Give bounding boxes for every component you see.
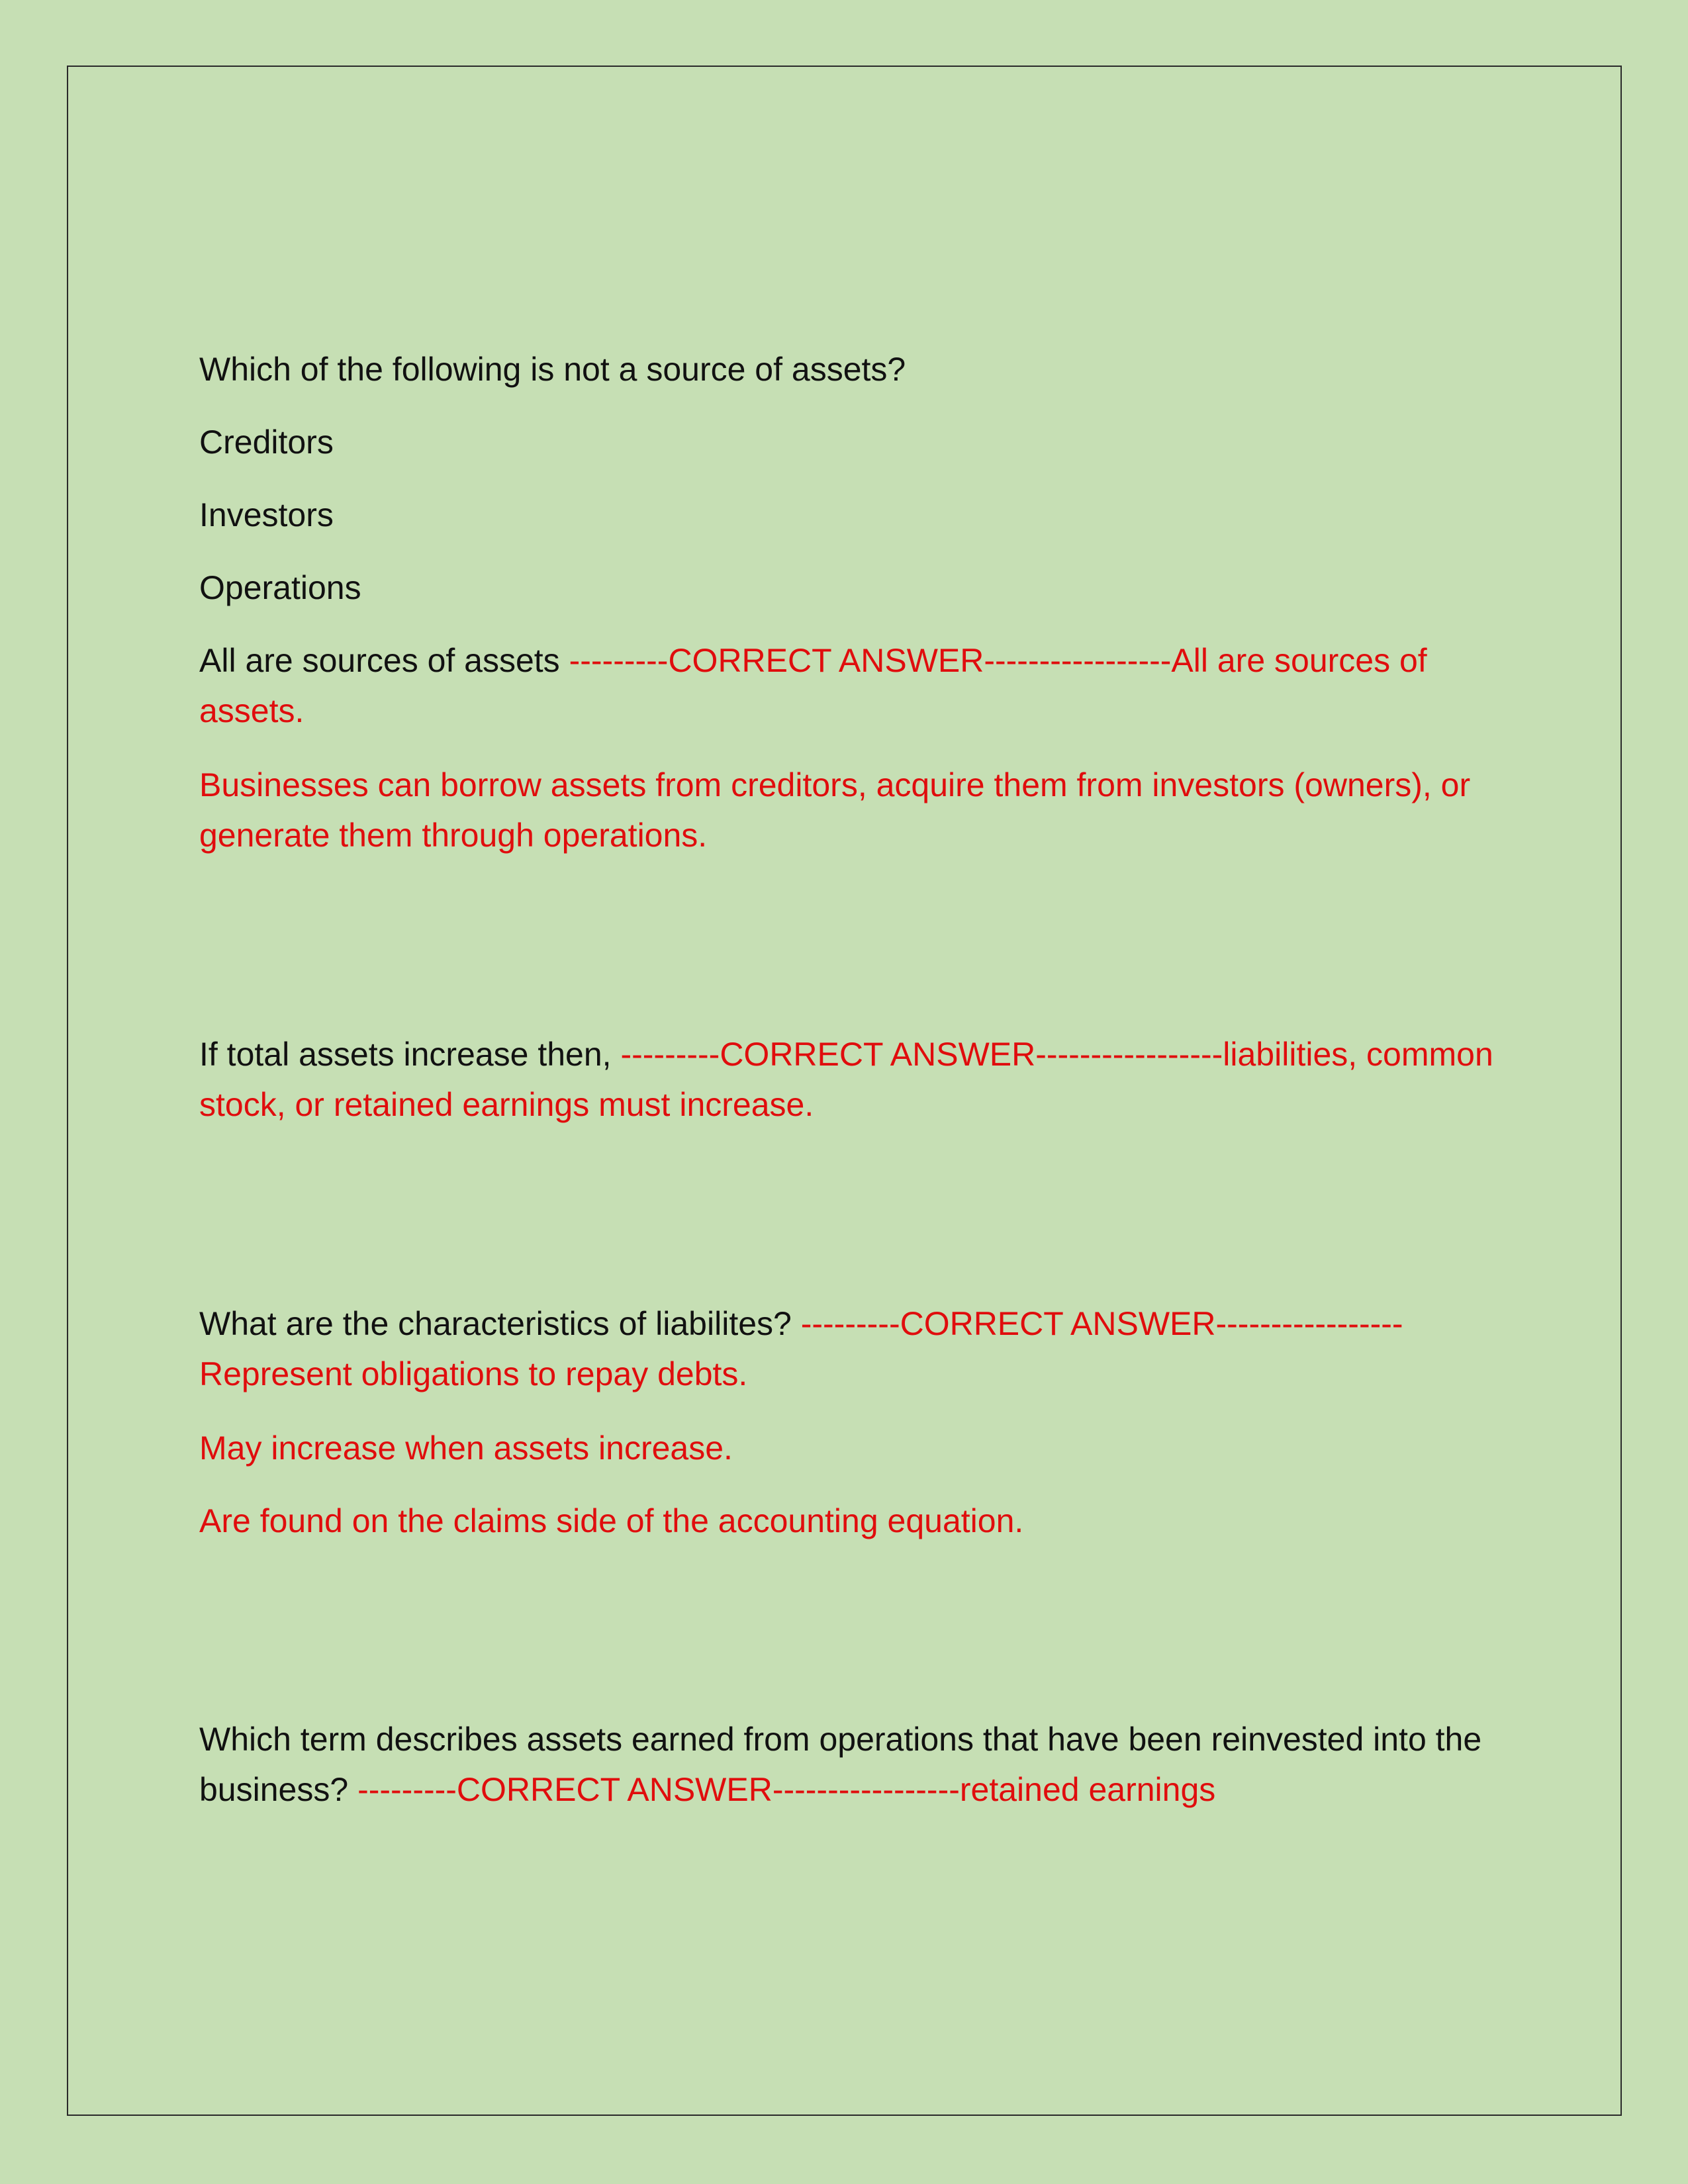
question-4-answer: ---------CORRECT ANSWER-----------------retained earnings: [357, 1771, 1216, 1808]
question-1-option-b: [199, 490, 1497, 540]
option-investors: Investors: [199, 496, 334, 533]
option-creditors: Creditors: [199, 424, 334, 461]
option-operations: Operations: [199, 569, 361, 606]
question-3-point-1-text: May increase when assets increase.: [199, 1430, 733, 1467]
question-4-prompt: Which term describes assets earned from operations that have been reinvested into the business?: [199, 1721, 1482, 1808]
question-3-answer: ---------CORRECT ANSWER----------------- Represent obligations to repay debts.: [199, 1305, 1403, 1392]
question-1-prompt: Which of the following is not a source of assets?: [199, 351, 906, 388]
question-1-text: [199, 344, 1497, 394]
question-3-point-2: [199, 1496, 1497, 1546]
question-1-option-a: [199, 417, 1497, 467]
question-3-prompt: What are the characteristics of liabilites?: [199, 1305, 792, 1342]
question-3-point-2-text: Are found on the claims side of the accounting equation.: [199, 1502, 1024, 1539]
question-4-text: [199, 1714, 1497, 1815]
question-2-text: [199, 1029, 1497, 1130]
question-1-option-d: [199, 635, 1497, 736]
question-2-answer: ---------CORRECT ANSWER-----------------liabilities, common stock, or retained earnings must increase.: [199, 1036, 1493, 1123]
question-1-option-c: [199, 563, 1497, 613]
question-1-explanation-text: Businesses can borrow assets from creditors, acquire them from investors (owners), or generate them through operations.: [199, 766, 1471, 854]
question-3-point-1: [199, 1423, 1497, 1473]
question-1-answer: ---------CORRECT ANSWER-----------------All are sources of assets.: [199, 642, 1427, 729]
question-2-prompt: If total assets increase then,: [199, 1036, 612, 1073]
question-1-explanation: [199, 760, 1497, 860]
question-3-text: [199, 1298, 1497, 1399]
option-all-sources: All are sources of assets: [199, 642, 560, 679]
